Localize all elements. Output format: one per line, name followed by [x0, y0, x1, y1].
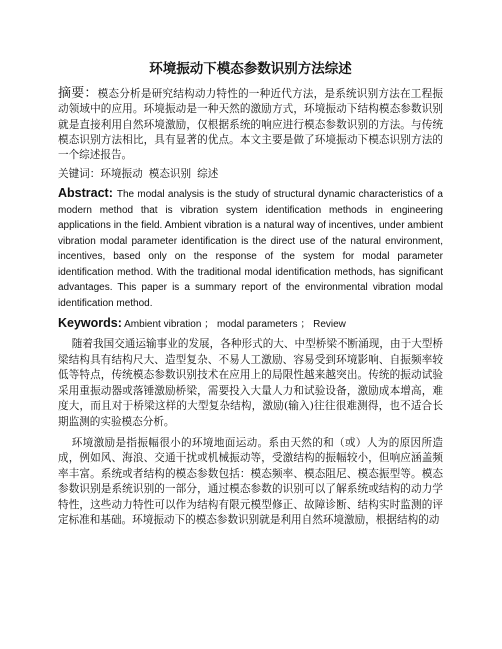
english-keywords-label: Keywords:: [58, 316, 122, 331]
chinese-keyword: 综述: [197, 168, 219, 181]
chinese-keyword: 环境振动: [100, 168, 143, 181]
chinese-abstract-text: 模态分析是研究结构动力特性的一种近代方法，是系统识别方法在工程振动领域中的应用。环境振动是一种天然的激励方式，环境振动下结构模态参数识别就是直接利用自然环境激励，仅根据系统的响应进行模态参数识别的方法。与传统模态识别方法相比，具有显著的优点。本文主要是做了环境振动下模态识别方法的一个综述报告。: [58, 88, 443, 162]
document-page: [58, 60, 443, 534]
chinese-keywords: [58, 167, 443, 182]
english-abstract-text: The modal analysis is the study of structural dynamic characteristics of a modern method that is vibration system identification methods in engineering applications in the field. Ambient vibration is a natural way of incentives, under ambient vibration modal parameter identification is the direct use of the natural environment, incentives, based only on the response of the system for modal parameter identification method. With the traditional modal identification methods, has significant advantages. This paper is a summary report of the environmental vibration modal identification method.: [58, 189, 443, 309]
body-paragraph: 环境激励是指振幅很小的环境地面运动。系由天然的和（或）人为的原因所造成，例如风、海浪、交通干扰或机械振动等，受激结构的振幅较小，但响应涵盖频率丰富。系统或者结构的模态参数包括：模态频率、模态阻尼、模态振型等。模态参数识别是系统识别的一部分，通过模态参数的识别可以了解系统或结构的动力学特性，这些动力特性可以作为结构有限元模型修正、故障诊断、结构实时监测的评定标准和基础。环境振动下的模态参数识别就是利用自然环境激励，根据结构的动: [58, 436, 443, 526]
chinese-keyword: 模态识别: [148, 168, 192, 181]
english-abstract-label: Abstract:: [58, 186, 113, 201]
chinese-abstract-label: 摘要：: [58, 86, 98, 101]
chinese-keywords-label: 关键词：: [58, 168, 101, 181]
english-keywords-text: Ambient vibration ； modal parameters ； Review: [121, 319, 346, 331]
paper-title: 环境振动下模态参数识别方法综述: [149, 61, 352, 77]
english-keywords: [58, 315, 443, 333]
chinese-abstract: [58, 86, 443, 163]
english-abstract: [58, 186, 443, 311]
body-paragraph: 随着我国交通运输事业的发展，各种形式的大、中型桥梁不断涌现，由于大型桥梁结构具有结构尺大、造型复杂、不易人工激励、容易受到环境影响、自振频率较低等特点，传统模态参数识别技术在应用上的局限性越来越突出。传统的振动试验采用重振动器或落锤激励桥梁，需要投入大量人力和试验设备，激励成本增高，难度大，而且对于桥梁这样的大型复杂结构，激励(输入)往往很难测得，也不适合长期监测的实验模态分析。: [58, 338, 443, 428]
